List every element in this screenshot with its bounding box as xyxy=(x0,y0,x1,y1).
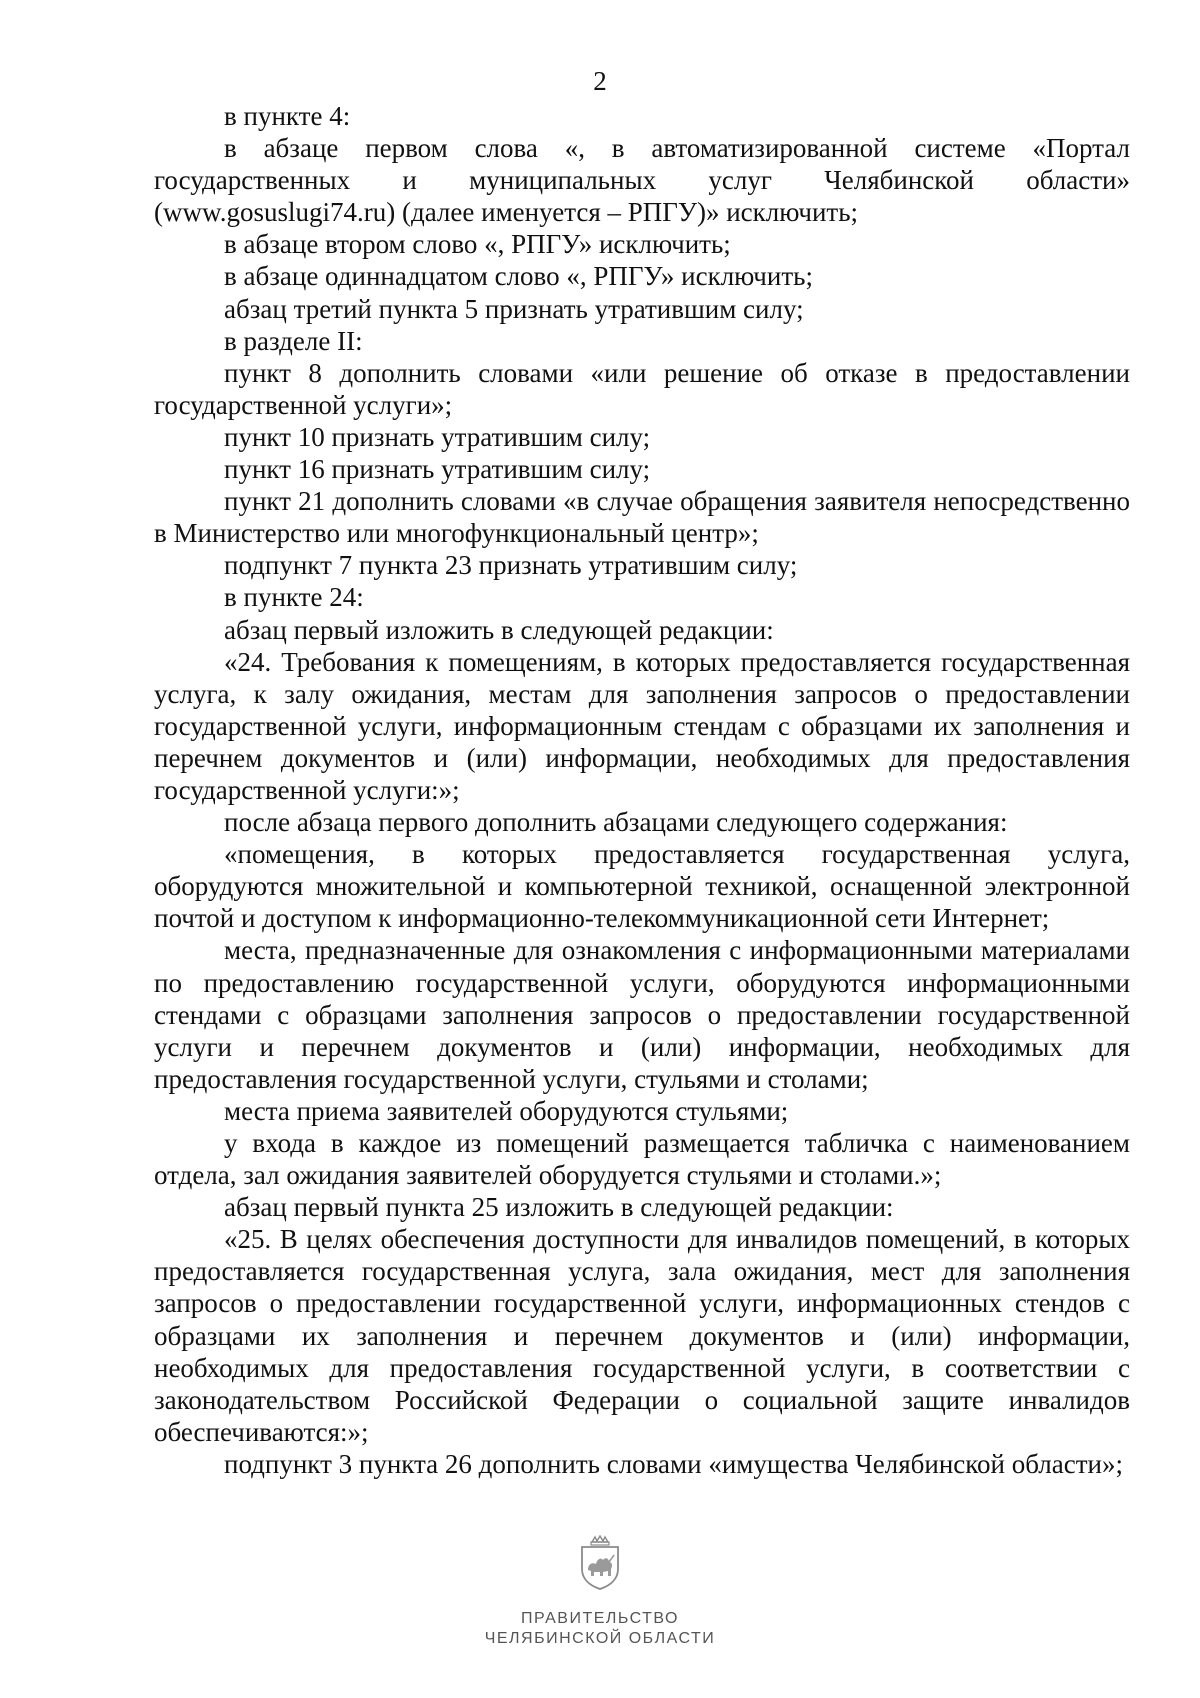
paragraph: подпункт 7 пункта 23 признать утратившим силу; xyxy=(224,550,798,581)
organization-name-line-2: ЧЕЛЯБИНСКОЙ ОБЛАСТИ xyxy=(484,1630,716,1647)
document-body xyxy=(154,100,1130,1480)
paragraph: пункт 21 дополнить словами «в случае обращения заявителя непосредственно в Министерство или многофункциональный центр»; xyxy=(154,486,1130,549)
paragraph: «помещения, в которых предоставляется государственная услуга, оборудуются множительной и компьютерной техникой, оснащенной электронной почтой и доступом к информационно-телекоммуникационной сети Интернет; xyxy=(154,839,1130,934)
paragraph: пункт 16 признать утратившим силу; xyxy=(224,454,651,485)
paragraph: в абзаце втором слово «, РПГУ» исключить; xyxy=(224,229,731,260)
paragraph: пункт 8 дополнить словами «или решение об отказе в предоставлении государственной услуги»; xyxy=(154,357,1130,420)
paragraph: места приема заявителей оборудуются стульями; xyxy=(224,1095,789,1126)
paragraph: абзац третий пункта 5 признать утратившим силу; xyxy=(224,293,804,324)
paragraph: в абзаце одиннадцатом слово «, РПГУ» исключить; xyxy=(224,261,813,292)
footer-emblem-block xyxy=(0,1535,1200,1649)
paragraph: «24. Требования к помещениям, в которых предоставляется государственная услуга, к залу ожидания, местам для заполнения запросов о предоставлении государственной услуги, информационным стендам с образцами их заполнения и перечнем документов и (или) информации, необходимых для предоставления государственной услуги:»; xyxy=(154,646,1130,805)
paragraph: абзац первый пункта 25 изложить в следующей редакции: xyxy=(224,1192,894,1223)
organization-name-line-1: ПРАВИТЕЛЬСТВО xyxy=(521,1610,679,1627)
paragraph: в разделе II: xyxy=(224,325,363,356)
paragraph: в абзаце первом слова «, в автоматизированной системе «Портал государственных и муниципальных услуг Челябинской области» (www.gosuslugi74.ru) (далее именуется – РПГУ)» исключить; xyxy=(154,133,1130,228)
chelyabinsk-coat-of-arms-icon xyxy=(578,1535,622,1591)
paragraph: абзац первый изложить в следующей редакции: xyxy=(224,614,774,645)
paragraph: после абзаца первого дополнить абзацами следующего содержания: xyxy=(224,807,1008,838)
paragraph: пункт 10 признать утратившим силу; xyxy=(224,421,651,452)
paragraph: подпункт 3 пункта 26 дополнить словами «имущества Челябинской области»; xyxy=(224,1448,1123,1479)
paragraph: у входа в каждое из помещений размещается табличка с наименованием отдела, зал ожидания заявителей оборудуется стульями и столами.»; xyxy=(154,1128,1130,1191)
paragraph: в пункте 24: xyxy=(224,582,364,613)
paragraph: места, предназначенные для ознакомления с информационными материалами по предоставлению государственной услуги, оборудуются информационными стендами с образцами заполнения запросов о предоставлении государственной услуги и перечнем документов и (или) информации, необходимых для предоставления государственной услуги, стульями и столами; xyxy=(154,935,1130,1094)
page-number: 2 xyxy=(593,66,607,96)
paragraph: «25. В целях обеспечения доступности для инвалидов помещений, в которых предоставляется государственная услуга, зала ожидания, мест для заполнения запросов о предоставлении государственной услуги, информационных стендов с образцами их заполнения и перечнем документов и (или) информации, необходимых для предоставления государственной услуги, в соответствии с законодательством Российской Федерации о социальной защите инвалидов обеспечиваются:»; xyxy=(154,1224,1130,1447)
paragraph: в пункте 4: xyxy=(224,101,351,131)
